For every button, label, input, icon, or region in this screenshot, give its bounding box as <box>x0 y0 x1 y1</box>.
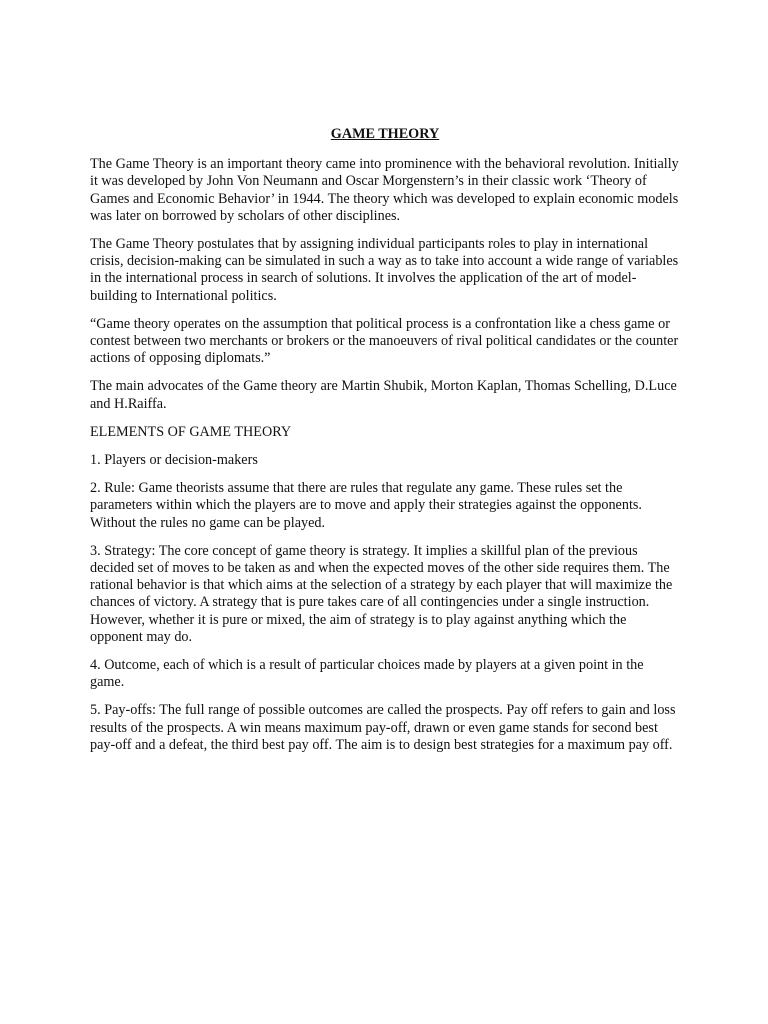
list-item-players: 1. Players or decision-makers <box>90 452 258 469</box>
list-item-strategy: 3. Strategy: The core concept of game theory is strategy. It implies a skillful plan of the previous decided set of moves to be taken as and when the expected moves of the other side requires them. The rational behavior is that which aims at the selection of a strategy by each player that will maximize the chances of victory. A strategy that is pure takes care of all contingencies under a single instruction. However, whether it is pure or mixed, the aim of strategy is to play against anything which the opponent may do. <box>90 542 673 645</box>
paragraph-quote: “Game theory operates on the assumption that political process is a confrontation like a chess game or contest between two merchants or brokers or the manoeuvers of rival political candidates or the counter actions of opposing diplomats.” <box>90 315 679 367</box>
list-item-rule: 2. Rule: Game theorists assume that there are rules that regulate any game. These rules set the parameters within which the players are to move and apply their strategies against the opponents. Without the rules no game can be played. <box>90 480 642 531</box>
paragraph-advocates: The main advocates of the Game theory are Martin Shubik, Morton Kaplan, Thomas Schelling, D.Luce and H.Raiffa. <box>90 378 677 412</box>
paragraph-postulates: The Game Theory postulates that by assigning individual participants roles to play in international crisis, decision-making can be simulated in such a way as to take into account a wide range of variables in the international process in search of solutions. It involves the application of the art of model-building to International politics. <box>90 236 679 304</box>
paragraph-introduction: The Game Theory is an important theory came into prominence with the behavioral revolution. Initially it was developed by John Von Neumann and Oscar Morgenstern’s in their classic work ‘Theory of Games and Economic Behavior’ in 1944. The theory which was developed to explain economic models was later on borrowed by scholars of other disciplines. <box>90 156 679 224</box>
list-item-payoffs: 5. Pay-offs: The full range of possible outcomes are called the prospects. Pay off refers to gain and loss results of the prospects. A win means maximum pay-off, drawn or even game stands for second best pay-off and a defeat, the third best pay off. The aim is to design best strategies for a maximum pay off. <box>90 702 676 753</box>
section-heading-elements: ELEMENTS OF GAME THEORY <box>90 423 292 440</box>
document-title: GAME THEORY <box>330 126 440 142</box>
document-page <box>90 126 680 765</box>
list-item-outcome: 4. Outcome, each of which is a result of particular choices made by players at a given point in the game. <box>90 657 644 691</box>
